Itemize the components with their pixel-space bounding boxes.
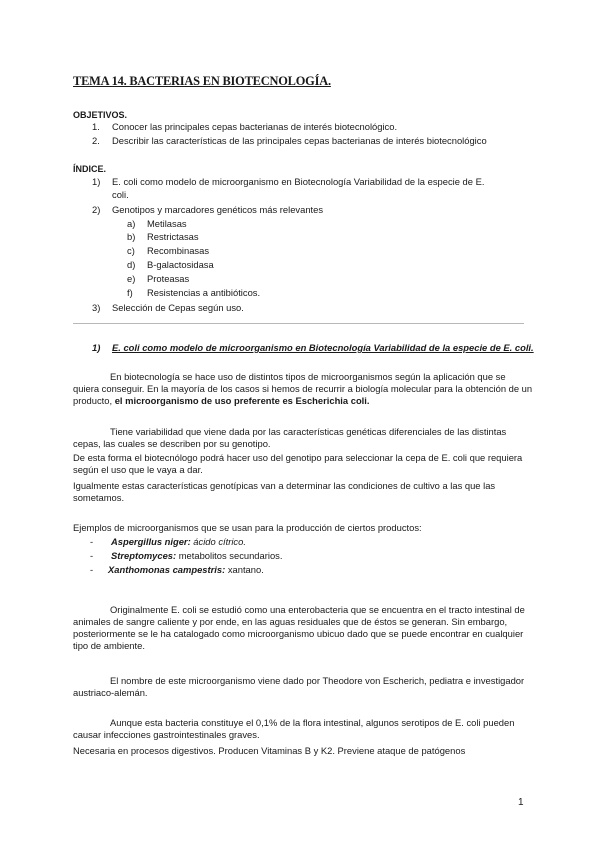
body-paragraph <box>73 371 533 407</box>
section-number: 1) <box>92 342 101 353</box>
objetivo-text: Conocer las principales cepas bacterianas de interés biotecnológico. <box>112 121 398 132</box>
example-item <box>90 564 264 576</box>
objetivo-item <box>92 135 487 147</box>
indice-text: Selección de Cepas según uso. <box>112 302 244 313</box>
page-number: 1 <box>518 797 524 808</box>
subitem-letter: d) <box>127 259 136 270</box>
subitem-letter: b) <box>127 231 136 242</box>
body-paragraph: El nombre de este microorganismo viene dado por Theodore von Escherich, pediatra e investigador austriaco-alemán. <box>73 675 525 698</box>
organism-name: Aspergillus niger: <box>111 536 191 547</box>
example-item <box>90 550 282 562</box>
paragraph-text: En biotecnología se hace uso de distintos tipos de microorganismos según la aplicación que se quiera conseguir. En la mayoría de los casos si hemos de recurrir a biología molecular para la obtención de un producto, <box>73 371 533 406</box>
document-title: TEMA 14. BACTERIAS EN BIOTECNOLOGÍA. <box>73 74 331 88</box>
body-paragraph: Tiene variabilidad que viene dada por las características genéticas diferenciales de las distintas cepas, las cuales se describen por su genotipo. <box>73 426 507 449</box>
examples-intro: Ejemplos de microorganismos que se usan para la producción de ciertos productos: <box>73 522 422 533</box>
objetivo-text: Describir las características de las principales cepas bacterianas de interés biotecnológico <box>112 135 487 146</box>
body-paragraph: Aunque esta bacteria constituye el 0,1% de la flora intestinal, algunos serotipos de E. coli pueden causar infecciones gastrointestinales graves. <box>73 717 515 740</box>
objetivos-heading: OBJETIVOS. <box>73 110 128 120</box>
indice-subitem <box>127 287 260 299</box>
indice-text-continuation: coli. <box>112 189 129 200</box>
organism-product: ácido cítrico. <box>190 536 246 547</box>
indice-item <box>92 176 484 188</box>
subitem-text: Metilasas <box>147 218 187 229</box>
organism-name: Streptomyces: <box>111 550 177 561</box>
indice-item <box>92 302 244 314</box>
subitem-letter: e) <box>127 273 136 284</box>
indice-number: 2) <box>92 204 101 215</box>
objetivo-number: 1. <box>92 121 100 132</box>
objetivo-item <box>92 121 397 133</box>
indice-number: 3) <box>92 302 101 313</box>
indice-subitem <box>127 218 187 230</box>
indice-subitem <box>127 259 214 271</box>
body-paragraph: Originalmente E. coli se estudió como una enterobacteria que se encuentra en el tracto intestinal de animales de sangre caliente y por ende, en las aguas residuales que de éstos se generan. Sin embargo, posteriormente se le ha catalogado como microorganismo ubicuo dado que se puede encontrar en cualquier tipo de ambiente. <box>73 604 525 651</box>
objetivo-number: 2. <box>92 135 100 146</box>
section-title-text: E. coli como modelo de microorganismo en Biotecnología Variabilidad de la especie de E. coli. <box>112 342 534 353</box>
subitem-letter: c) <box>127 245 135 256</box>
subitem-text: B-galactosidasa <box>147 259 214 270</box>
indice-text: Genotipos y marcadores genéticos más relevantes <box>112 204 324 215</box>
organism-name: Xanthomonas campestris: <box>108 564 226 575</box>
paragraph-bold-text: el microorganismo de uso preferente es Escherichia coli. <box>114 395 370 406</box>
subitem-letter: a) <box>127 218 136 229</box>
subitem-letter: f) <box>127 287 133 298</box>
horizontal-divider <box>73 323 524 324</box>
organism-product: metabolitos secundarios. <box>176 550 283 561</box>
indice-item <box>92 204 323 216</box>
example-item <box>90 536 246 548</box>
indice-subitem <box>127 245 209 257</box>
body-paragraph: Necesaria en procesos digestivos. Producen Vitaminas B y K2. Previene ataque de patógenos <box>73 745 466 756</box>
subitem-text: Resistencias a antibióticos. <box>147 287 261 298</box>
body-paragraph: Igualmente estas características genotípicas van a determinar las condiciones de cultivo a las que las sometamos. <box>73 480 496 503</box>
organism-product: xantano. <box>225 564 264 575</box>
indice-subitem <box>127 273 189 285</box>
subitem-text: Proteasas <box>147 273 190 284</box>
subitem-text: Restrictasas <box>147 231 199 242</box>
indice-number: 1) <box>92 176 101 187</box>
indice-subitem <box>127 231 199 243</box>
section-title <box>92 342 534 354</box>
indice-heading: ÍNDICE. <box>73 164 107 174</box>
bullet-dash: - <box>90 536 94 547</box>
bullet-dash: - <box>90 564 94 575</box>
bullet-dash: - <box>90 550 94 561</box>
subitem-text: Recombinasas <box>147 245 210 256</box>
indice-text: E. coli como modelo de microorganismo en Biotecnología Variabilidad de la especie de E. <box>112 176 485 187</box>
body-paragraph: De esta forma el biotecnólogo podrá hacer uso del genotipo para seleccionar la cepa de E. coli que requiera según el uso que le vaya a dar. <box>73 452 523 475</box>
